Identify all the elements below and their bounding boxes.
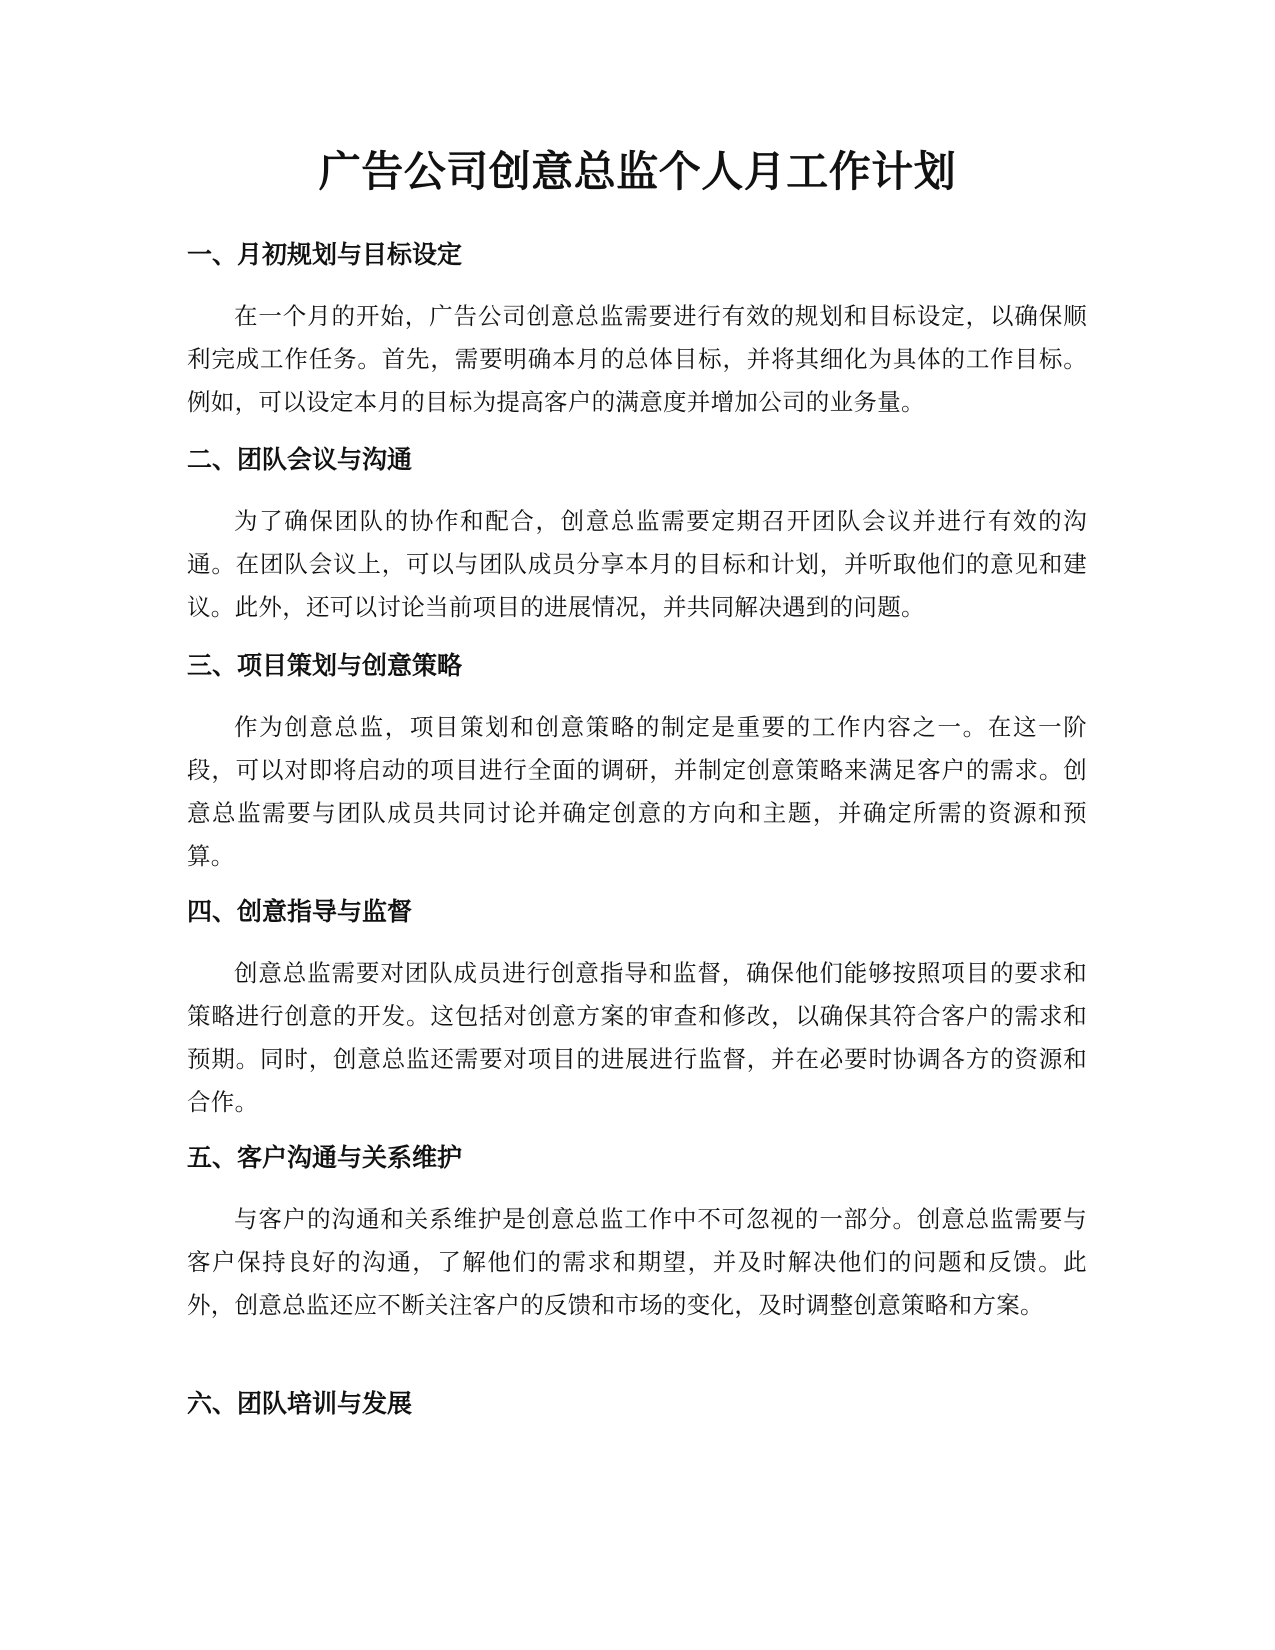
section-body-2: 为了确保团队的协作和配合，创意总监需要定期召开团队会议并进行有效的沟通。在团队会议上，可以与团队成员分享本月的目标和计划，并听取他们的意见和建议。此外，还可以讨论当前项目的进展情况，并共同解决遇到的问题。 xyxy=(187,507,1087,621)
section-body-4: 创意总监需要对团队成员进行创意指导和监督，确保他们能够按照项目的要求和策略进行创意的开发。这包括对创意方案的审查和修改，以确保其符合客户的需求和预期。同时，创意总监还需要对项目的进展进行监督，并在必要时协调各方的资源和合作。 xyxy=(187,959,1087,1116)
section-heading-4: 四、创意指导与监督 xyxy=(187,897,413,926)
section-heading-2: 二、团队会议与沟通 xyxy=(187,445,413,474)
section-heading-1: 一、月初规划与目标设定 xyxy=(187,240,463,269)
section-body-1: 在一个月的开始，广告公司创意总监需要进行有效的规划和目标设定，以确保顺利完成工作任务。首先，需要明确本月的总体目标，并将其细化为具体的工作目标。例如，可以设定本月的目标为提高客户的满意度并增加公司的业务量。 xyxy=(187,302,1087,416)
section-heading-5: 五、客户沟通与关系维护 xyxy=(187,1143,463,1172)
section-body-5: 与客户的沟通和关系维护是创意总监工作中不可忽视的一部分。创意总监需要与客户保持良好的沟通，了解他们的需求和期望，并及时解决他们的问题和反馈。此外，创意总监还应不断关注客户的反馈和市场的变化，及时调整创意策略和方案。 xyxy=(187,1205,1087,1319)
section-heading-3: 三、项目策划与创意策略 xyxy=(187,651,463,680)
section-heading-6: 六、团队培训与发展 xyxy=(187,1389,413,1418)
document-title: 广告公司创意总监个人月工作计划 xyxy=(318,147,957,196)
section-body-3: 作为创意总监，项目策划和创意策略的制定是重要的工作内容之一。在这一阶段，可以对即将启动的项目进行全面的调研，并制定创意策略来满足客户的需求。创意总监需要与团队成员共同讨论并确定创意的方向和主题，并确定所需的资源和预算。 xyxy=(187,713,1087,870)
